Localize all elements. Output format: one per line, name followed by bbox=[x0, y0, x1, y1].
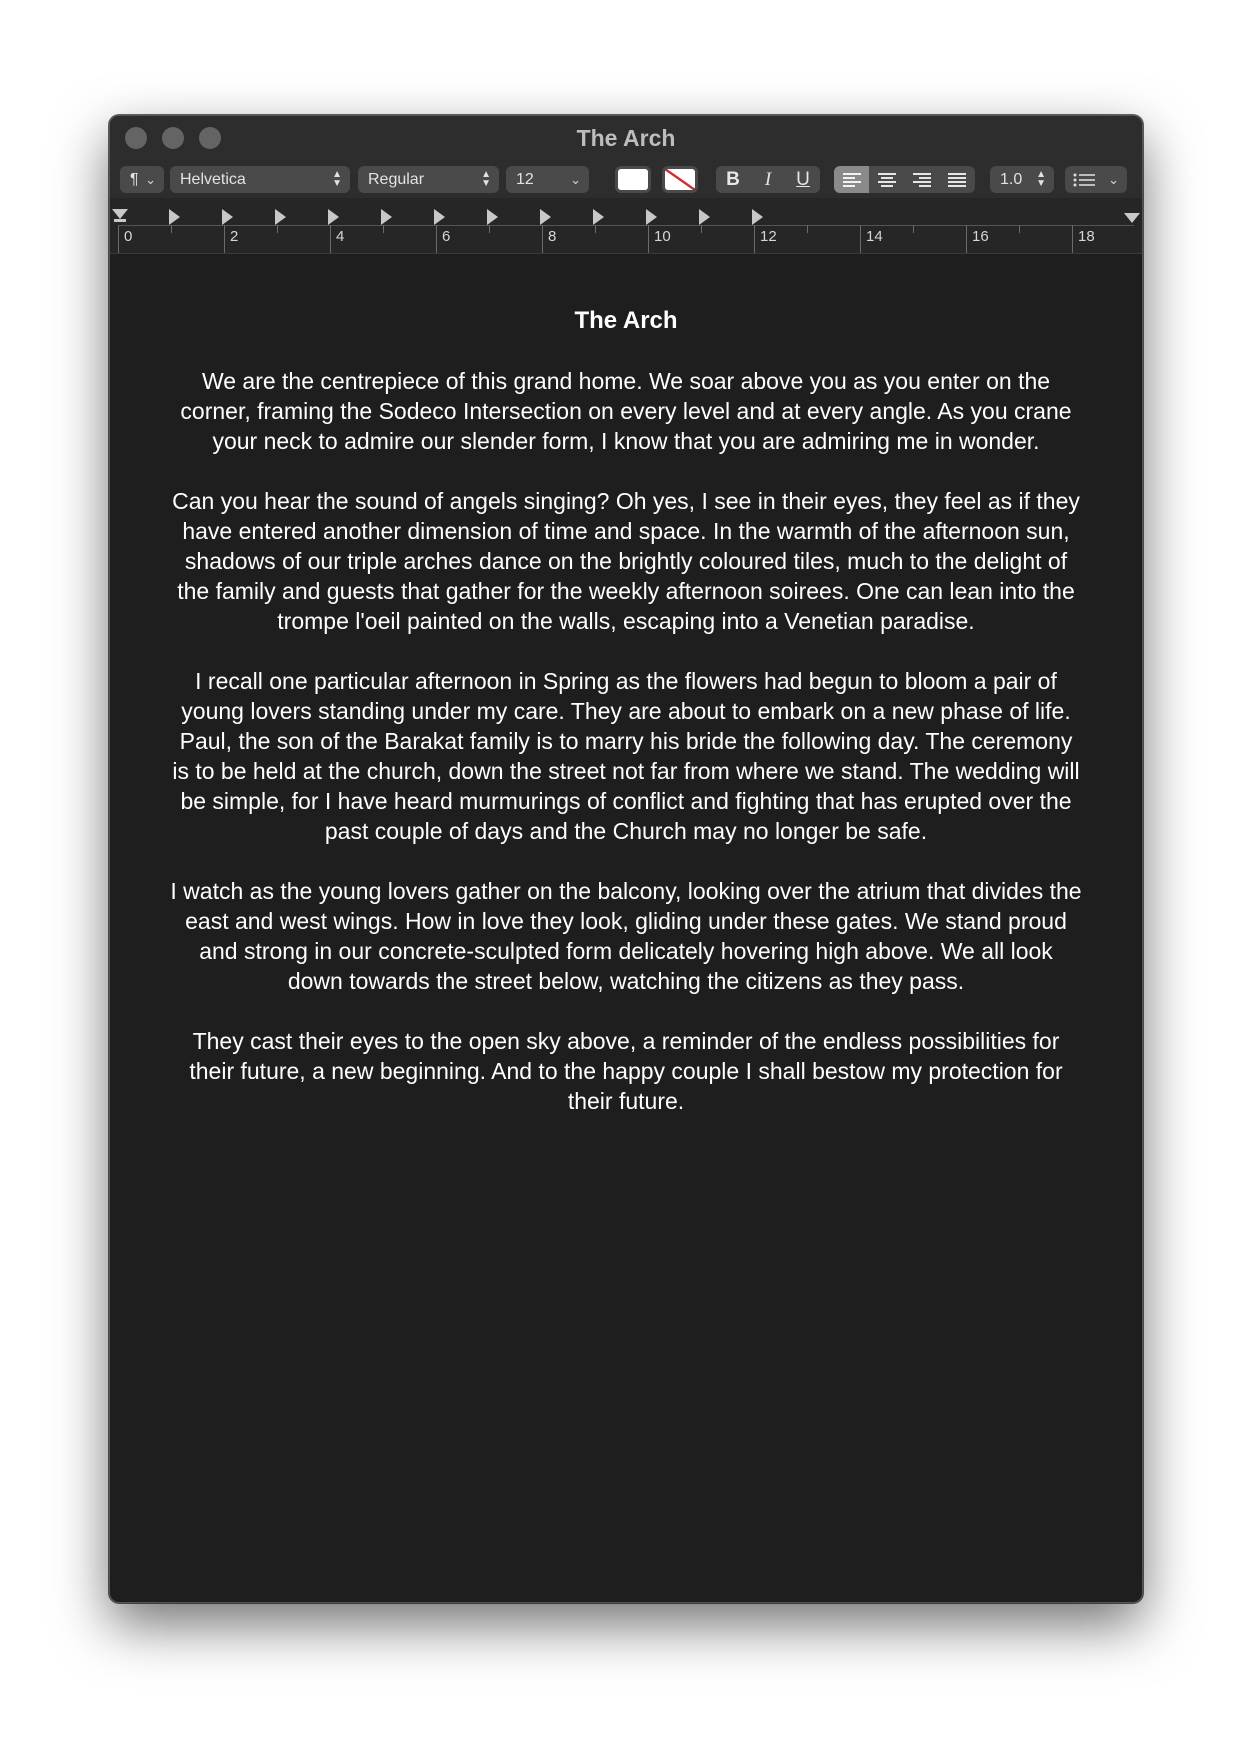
up-down-icon: ▲ ▼ bbox=[1036, 169, 1046, 189]
line-spacing-value: 1.0 bbox=[1000, 171, 1023, 188]
title-bar[interactable] bbox=[110, 116, 1142, 158]
justify-button[interactable] bbox=[939, 166, 975, 193]
tab-stop[interactable] bbox=[222, 209, 233, 225]
document-paragraph: We are the centrepiece of this grand home. We soar above you as you enter on the corner, framing the Sodeco Intersection on every level and at every angle. As you crane your neck to admire our slender form, I know that you are admiring me in wonder. bbox=[180, 368, 1072, 454]
up-down-icon: ▲ ▼ bbox=[332, 169, 342, 189]
ruler-minor-tick bbox=[595, 225, 596, 233]
tab-stop[interactable] bbox=[699, 209, 710, 225]
ruler-minor-tick bbox=[1019, 225, 1020, 233]
align-right-button[interactable] bbox=[904, 166, 939, 193]
ruler-label: 6 bbox=[442, 228, 451, 245]
paragraph-style-popup[interactable] bbox=[120, 166, 164, 193]
ruler-label: 18 bbox=[1078, 228, 1095, 245]
ruler-label: 16 bbox=[972, 228, 989, 245]
ruler-minor-tick bbox=[913, 225, 914, 233]
no-color-swatch bbox=[665, 169, 695, 190]
ruler[interactable] bbox=[110, 198, 1142, 254]
document-window bbox=[109, 115, 1143, 1603]
align-center-button[interactable] bbox=[869, 166, 904, 193]
tab-stop[interactable] bbox=[328, 209, 339, 225]
left-indent-marker[interactable] bbox=[114, 219, 126, 222]
window-title: The Arch bbox=[576, 125, 676, 151]
ruler-label: 8 bbox=[548, 228, 557, 245]
first-line-indent-marker[interactable] bbox=[112, 209, 128, 219]
font-size-value: 12 bbox=[516, 171, 534, 188]
ruler-major-tick bbox=[118, 225, 119, 253]
font-family-value: Helvetica bbox=[180, 171, 246, 188]
tab-stop[interactable] bbox=[593, 209, 604, 225]
ruler-major-tick bbox=[754, 225, 755, 253]
document-text-area[interactable] bbox=[170, 306, 1082, 1146]
ruler-major-tick bbox=[648, 225, 649, 253]
list-style-popup[interactable] bbox=[1065, 166, 1127, 193]
ruler-minor-tick bbox=[277, 225, 278, 233]
ruler-major-tick bbox=[860, 225, 861, 253]
tab-stop[interactable] bbox=[646, 209, 657, 225]
bold-button[interactable]: B bbox=[726, 169, 740, 190]
tab-stop[interactable] bbox=[434, 209, 445, 225]
document-heading: The Arch bbox=[574, 307, 678, 334]
tab-stop[interactable] bbox=[540, 209, 551, 225]
text-color-swatch bbox=[618, 169, 648, 190]
ruler-minor-tick bbox=[383, 225, 384, 233]
ruler-major-tick bbox=[1072, 225, 1073, 253]
underline-button[interactable]: U bbox=[796, 169, 810, 190]
align-left-button[interactable] bbox=[834, 166, 869, 193]
ruler-label: 0 bbox=[124, 228, 133, 245]
chevron-down-icon: ⌄ bbox=[570, 172, 581, 187]
tab-stop[interactable] bbox=[752, 209, 763, 225]
font-style-value: Regular bbox=[368, 171, 425, 188]
ruler-major-tick bbox=[542, 225, 543, 253]
paragraph-style-label: ¶ bbox=[130, 171, 139, 188]
right-indent-marker[interactable] bbox=[1124, 213, 1140, 223]
document-paragraph: I watch as the young lovers gather on the balcony, looking over the atrium that divides the east and west wings. How in love they look, gliding under these gates. We stand proud and strong in our concrete-sculpted form delicately hovering high above. We all look down towards the street below, watching the citizens as they pass. bbox=[170, 878, 1082, 994]
ruler-major-tick bbox=[966, 225, 967, 253]
up-down-icon: ▲ ▼ bbox=[481, 169, 491, 189]
document-paragraph: Can you hear the sound of angels singing? Oh yes, I see in their eyes, they feel as if they have entered another dimension of time and space. In the warmth of the afternoon sun, shadows of our triple arches dance on the brightly coloured tiles, much to the delight of the family and guests that gather for the weekly afternoon soirees. One can lean into the trompe l'oeil painted on the walls, escaping into a Venetian paradise. bbox=[172, 488, 1080, 634]
alignment-segment bbox=[834, 166, 975, 193]
ruler-minor-tick bbox=[171, 225, 172, 233]
format-toolbar bbox=[110, 158, 1142, 198]
ruler-label: 14 bbox=[866, 228, 883, 245]
font-style-popup[interactable] bbox=[358, 166, 499, 193]
document-paragraph: They cast their eyes to the open sky above, a reminder of the endless possibilities for their future, a new beginning. And to the happy couple I shall bestow my protection for their future. bbox=[189, 1028, 1063, 1114]
ruler-label: 10 bbox=[654, 228, 671, 245]
font-family-popup[interactable] bbox=[170, 166, 350, 193]
ruler-label: 4 bbox=[336, 228, 345, 245]
ruler-major-tick bbox=[330, 225, 331, 253]
document-paragraph: I recall one particular afternoon in Spring as the flowers had begun to bloom a pair of young lovers standing under my care. They are about to embark on a new phase of life. Paul, the son of the Barakat family is to marry his bride the following day. The ceremony is to be held at the church, down the street not far from where we stand. The wedding will be simple, for I have heard murmurings of conflict and fighting that has erupted over the past couple of days and the Church may no longer be safe. bbox=[172, 668, 1080, 844]
chevron-down-icon: ⌄ bbox=[1108, 172, 1119, 187]
tab-stop[interactable] bbox=[381, 209, 392, 225]
align-center-icon bbox=[877, 172, 897, 188]
italic-button[interactable]: I bbox=[764, 169, 772, 190]
ruler-minor-tick bbox=[701, 225, 702, 233]
ruler-minor-tick bbox=[807, 225, 808, 233]
tab-stop[interactable] bbox=[275, 209, 286, 225]
text-color-well[interactable] bbox=[615, 166, 651, 193]
ruler-major-tick bbox=[436, 225, 437, 253]
font-size-combo[interactable] bbox=[506, 166, 589, 193]
ruler-baseline bbox=[118, 225, 1134, 226]
chevron-down-icon: ⌄ bbox=[145, 172, 156, 187]
ruler-label: 12 bbox=[760, 228, 777, 245]
line-spacing-popup[interactable] bbox=[990, 166, 1054, 193]
ruler-major-tick bbox=[224, 225, 225, 253]
justify-icon bbox=[947, 172, 967, 188]
tab-stop[interactable] bbox=[169, 209, 180, 225]
tab-stop[interactable] bbox=[487, 209, 498, 225]
font-emphasis-segment bbox=[716, 166, 820, 193]
ruler-minor-tick bbox=[489, 225, 490, 233]
list-bullets-icon bbox=[1073, 172, 1097, 188]
ruler-label: 2 bbox=[230, 228, 239, 245]
align-right-icon bbox=[912, 172, 932, 188]
align-left-icon bbox=[842, 172, 862, 188]
highlight-color-well[interactable] bbox=[662, 166, 698, 193]
